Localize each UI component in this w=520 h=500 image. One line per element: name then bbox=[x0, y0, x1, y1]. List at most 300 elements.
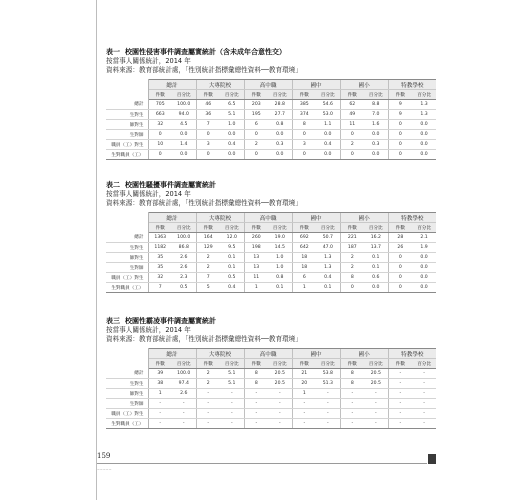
table-cell: 203 bbox=[244, 100, 268, 110]
table-cell: 1182 bbox=[148, 243, 172, 253]
table-cell: 7 bbox=[196, 120, 220, 130]
table-cell: 663 bbox=[148, 110, 172, 120]
column-percent-header: 百分比 bbox=[172, 359, 196, 369]
column-group-header: 國中 bbox=[292, 213, 340, 223]
table-cell: 0.3 bbox=[268, 140, 292, 150]
table-row bbox=[106, 233, 436, 243]
table-cell: 1.3 bbox=[412, 100, 436, 110]
table-cell: 2 bbox=[340, 253, 364, 263]
table-cell: 0.0 bbox=[412, 263, 436, 273]
table-cell: 100.0 bbox=[172, 100, 196, 110]
table-cell: - bbox=[388, 419, 412, 429]
table-cell: 8.8 bbox=[364, 100, 388, 110]
table-cell: - bbox=[388, 399, 412, 409]
table-cell: 86.8 bbox=[172, 243, 196, 253]
row-label: 總計 bbox=[106, 233, 148, 243]
table-cell: 2.1 bbox=[412, 233, 436, 243]
table-cell: 385 bbox=[292, 100, 316, 110]
table-cell: 692 bbox=[292, 233, 316, 243]
table-cell: 705 bbox=[148, 100, 172, 110]
table-cell: 642 bbox=[292, 243, 316, 253]
column-percent-header: 百分比 bbox=[220, 223, 244, 233]
row-label: 生對師 bbox=[106, 263, 148, 273]
table-cell: 16.2 bbox=[364, 233, 388, 243]
column-percent-header: 百分比 bbox=[220, 359, 244, 369]
column-percent-header: 百分比 bbox=[316, 90, 340, 100]
row-label: 生對生 bbox=[106, 379, 148, 389]
table-cell: 374 bbox=[292, 110, 316, 120]
row-label: 師對生 bbox=[106, 120, 148, 130]
table-cell: 0.8 bbox=[268, 120, 292, 130]
table-cell: - bbox=[412, 369, 436, 379]
header-corner-cell bbox=[106, 349, 148, 359]
column-count-header: 件數 bbox=[292, 359, 316, 369]
column-count-header: 件數 bbox=[196, 90, 220, 100]
table-cell: 0.1 bbox=[316, 283, 340, 293]
table-cell: 18 bbox=[292, 263, 316, 273]
table-cell: 0 bbox=[388, 253, 412, 263]
table-cell: - bbox=[148, 419, 172, 429]
table-cell: - bbox=[316, 389, 340, 399]
table-cell: 9.5 bbox=[220, 243, 244, 253]
column-percent-header: 百分比 bbox=[268, 359, 292, 369]
column-percent-header: 百分比 bbox=[364, 90, 388, 100]
table-cell: 260 bbox=[244, 233, 268, 243]
row-label: 生對生 bbox=[106, 243, 148, 253]
table-cell: 47.0 bbox=[316, 243, 340, 253]
column-count-header: 件數 bbox=[244, 90, 268, 100]
table-cell: - bbox=[244, 419, 268, 429]
table-2-source: 資料來源：教育部統計處，「性別統計指標彙總性資料──教育環境」 bbox=[106, 199, 302, 207]
row-label: 職員（工）對生 bbox=[106, 140, 148, 150]
row-label: 生對職員（工） bbox=[106, 419, 148, 429]
table-cell: 35 bbox=[148, 253, 172, 263]
column-percent-header: 百分比 bbox=[412, 359, 436, 369]
table-cell: 0 bbox=[340, 150, 364, 160]
table-cell: 26 bbox=[388, 243, 412, 253]
table-cell: 2.6 bbox=[172, 253, 196, 263]
column-count-header: 件數 bbox=[340, 223, 364, 233]
column-group-header: 大專院校 bbox=[196, 349, 244, 359]
row-label: 生對生 bbox=[106, 110, 148, 120]
table-cell: 38 bbox=[148, 379, 172, 389]
table-cell: 0.0 bbox=[268, 130, 292, 140]
column-count-header: 件數 bbox=[388, 223, 412, 233]
table-cell: 0.4 bbox=[220, 283, 244, 293]
table-cell: 11 bbox=[340, 120, 364, 130]
table-row bbox=[106, 110, 436, 120]
column-count-header: 件數 bbox=[292, 223, 316, 233]
header-corner-cell bbox=[106, 80, 148, 90]
table-cell: - bbox=[220, 419, 244, 429]
table-cell: 0.0 bbox=[364, 150, 388, 160]
column-group-header: 大專院校 bbox=[196, 80, 244, 90]
table-cell: 1 bbox=[148, 389, 172, 399]
table-cell: - bbox=[388, 369, 412, 379]
table-row bbox=[106, 120, 436, 130]
table-cell: 20.5 bbox=[364, 369, 388, 379]
header-row-groups bbox=[106, 349, 436, 359]
table-cell: 0.5 bbox=[220, 273, 244, 283]
table-cell: - bbox=[316, 419, 340, 429]
table-cell: 129 bbox=[196, 243, 220, 253]
column-group-header: 特教學校 bbox=[388, 349, 436, 359]
table-cell: - bbox=[292, 399, 316, 409]
table-cell: - bbox=[412, 399, 436, 409]
table-cell: - bbox=[364, 399, 388, 409]
table-cell: 0.0 bbox=[172, 130, 196, 140]
table-cell: 49 bbox=[340, 110, 364, 120]
table-cell: - bbox=[220, 399, 244, 409]
table-cell: 6 bbox=[292, 273, 316, 283]
table-cell: 0.0 bbox=[364, 130, 388, 140]
table-cell: 2 bbox=[196, 253, 220, 263]
table-cell: 51.3 bbox=[316, 379, 340, 389]
table-cell: - bbox=[412, 419, 436, 429]
column-count-header: 件數 bbox=[244, 359, 268, 369]
table-row bbox=[106, 150, 436, 160]
table-cell: 0 bbox=[388, 150, 412, 160]
row-label: 生對職員（工） bbox=[106, 283, 148, 293]
column-group-header: 特教學校 bbox=[388, 80, 436, 90]
table-cell: 20.5 bbox=[364, 379, 388, 389]
table-cell: 0 bbox=[292, 130, 316, 140]
table-1-source: 資料來源：教育部統計處，「性別統計指標彙總性資料──教育環境」 bbox=[106, 66, 302, 74]
table-cell: - bbox=[316, 409, 340, 419]
table-cell: 1.0 bbox=[220, 120, 244, 130]
column-count-header: 件數 bbox=[244, 223, 268, 233]
table-cell: 8 bbox=[340, 369, 364, 379]
table-cell: - bbox=[292, 409, 316, 419]
column-group-header: 高中職 bbox=[244, 213, 292, 223]
table-cell: - bbox=[196, 389, 220, 399]
table-cell: 2 bbox=[196, 263, 220, 273]
table-cell: - bbox=[172, 419, 196, 429]
table-cell: - bbox=[268, 399, 292, 409]
table-cell: 0.0 bbox=[364, 283, 388, 293]
table-cell: 0 bbox=[244, 130, 268, 140]
table-cell: - bbox=[220, 409, 244, 419]
table-cell: 0.4 bbox=[316, 273, 340, 283]
column-count-header: 件數 bbox=[196, 223, 220, 233]
table-row bbox=[106, 140, 436, 150]
table-cell: 1.1 bbox=[316, 120, 340, 130]
table-cell: 1 bbox=[244, 283, 268, 293]
column-group-header: 總計 bbox=[148, 213, 196, 223]
header-corner-cell bbox=[106, 90, 148, 100]
table-row bbox=[106, 130, 436, 140]
table-cell: 0 bbox=[196, 150, 220, 160]
table-cell: 2 bbox=[340, 263, 364, 273]
column-count-header: 件數 bbox=[388, 90, 412, 100]
table-cell: - bbox=[340, 389, 364, 399]
column-group-header: 高中職 bbox=[244, 349, 292, 359]
table-cell: 2 bbox=[340, 140, 364, 150]
row-label: 總計 bbox=[106, 369, 148, 379]
table-cell: - bbox=[388, 409, 412, 419]
table-cell: 0 bbox=[388, 263, 412, 273]
column-group-header: 國小 bbox=[340, 349, 388, 359]
footer-mark: ~~~~~ bbox=[97, 468, 112, 472]
table-cell: 5 bbox=[196, 283, 220, 293]
column-group-header: 國中 bbox=[292, 349, 340, 359]
column-group-header: 大專院校 bbox=[196, 213, 244, 223]
table-cell: 0.1 bbox=[220, 263, 244, 273]
column-count-header: 件數 bbox=[148, 90, 172, 100]
table-cell: 1.6 bbox=[364, 120, 388, 130]
table-cell: 2 bbox=[196, 369, 220, 379]
table-cell: 1.9 bbox=[412, 243, 436, 253]
table-cell: 0 bbox=[340, 283, 364, 293]
table-cell: - bbox=[292, 419, 316, 429]
table-cell: 1 bbox=[292, 389, 316, 399]
table-row bbox=[106, 273, 436, 283]
table-cell: - bbox=[268, 389, 292, 399]
table-cell: 0 bbox=[196, 130, 220, 140]
column-count-header: 件數 bbox=[388, 359, 412, 369]
table-cell: 0 bbox=[388, 283, 412, 293]
table-2-section bbox=[106, 180, 436, 293]
column-count-header: 件數 bbox=[292, 90, 316, 100]
table-cell: 1.0 bbox=[268, 253, 292, 263]
table-cell: 8 bbox=[292, 120, 316, 130]
table-cell: 3 bbox=[292, 140, 316, 150]
column-percent-header: 百分比 bbox=[268, 90, 292, 100]
table-cell: 0 bbox=[388, 120, 412, 130]
table-cell: 0.0 bbox=[220, 150, 244, 160]
table-row bbox=[106, 379, 436, 389]
column-percent-header: 百分比 bbox=[172, 223, 196, 233]
table-cell: 11 bbox=[244, 273, 268, 283]
table-cell: 53.0 bbox=[316, 110, 340, 120]
table-cell: 12.0 bbox=[220, 233, 244, 243]
table-cell: 0.0 bbox=[412, 253, 436, 263]
table-cell: 8 bbox=[340, 379, 364, 389]
table-1-number: 表一 bbox=[106, 48, 120, 56]
table-cell: 97.4 bbox=[172, 379, 196, 389]
table-cell: - bbox=[148, 409, 172, 419]
table-cell: 1.3 bbox=[412, 110, 436, 120]
table-cell: 28.8 bbox=[268, 100, 292, 110]
table-cell: 13.7 bbox=[364, 243, 388, 253]
column-count-header: 件數 bbox=[196, 359, 220, 369]
table-cell: - bbox=[340, 419, 364, 429]
table-3-subtitle: 按當事人關係統計，2014 年 bbox=[106, 326, 191, 334]
table-2 bbox=[106, 212, 436, 293]
table-row bbox=[106, 283, 436, 293]
row-label: 生對師 bbox=[106, 130, 148, 140]
table-cell: 5.1 bbox=[220, 110, 244, 120]
table-cell: 1363 bbox=[148, 233, 172, 243]
column-group-header: 國中 bbox=[292, 80, 340, 90]
table-cell: 8 bbox=[340, 273, 364, 283]
table-cell: 8 bbox=[244, 379, 268, 389]
header-row-units bbox=[106, 359, 436, 369]
table-cell: - bbox=[268, 419, 292, 429]
row-label: 師對生 bbox=[106, 389, 148, 399]
table-cell: 100.0 bbox=[172, 369, 196, 379]
table-2-title-text: 校園性騷擾事件調查屬實統計 bbox=[125, 181, 216, 189]
row-label: 總計 bbox=[106, 100, 148, 110]
table-cell: - bbox=[220, 389, 244, 399]
table-cell: - bbox=[196, 409, 220, 419]
row-label: 生對師 bbox=[106, 399, 148, 409]
table-cell: 2.6 bbox=[172, 263, 196, 273]
header-row-groups bbox=[106, 80, 436, 90]
table-cell: 20.5 bbox=[268, 369, 292, 379]
column-count-header: 件數 bbox=[148, 359, 172, 369]
table-cell: - bbox=[244, 399, 268, 409]
table-cell: 39 bbox=[148, 369, 172, 379]
table-cell: 0.3 bbox=[364, 140, 388, 150]
table-cell: 19.0 bbox=[268, 233, 292, 243]
table-3-section bbox=[106, 316, 436, 429]
table-cell: 0.0 bbox=[268, 150, 292, 160]
table-cell: 4.5 bbox=[172, 120, 196, 130]
table-cell: 164 bbox=[196, 233, 220, 243]
table-cell: 62 bbox=[340, 100, 364, 110]
table-cell: 0.0 bbox=[412, 150, 436, 160]
table-cell: 0 bbox=[388, 130, 412, 140]
table-cell: 9 bbox=[388, 110, 412, 120]
column-group-header: 總計 bbox=[148, 80, 196, 90]
table-cell: 187 bbox=[340, 243, 364, 253]
table-cell: 0 bbox=[148, 130, 172, 140]
table-cell: 13 bbox=[244, 263, 268, 273]
table-cell: 2 bbox=[196, 379, 220, 389]
table-cell: 6.5 bbox=[220, 100, 244, 110]
table-cell: 221 bbox=[340, 233, 364, 243]
table-cell: 5.1 bbox=[220, 369, 244, 379]
table-cell: - bbox=[412, 389, 436, 399]
column-percent-header: 百分比 bbox=[268, 223, 292, 233]
row-label: 職員（工）對生 bbox=[106, 409, 148, 419]
table-1-section bbox=[106, 47, 436, 160]
footer-rule bbox=[97, 463, 427, 464]
table-3 bbox=[106, 348, 436, 429]
table-cell: 7 bbox=[148, 283, 172, 293]
table-cell: 0.0 bbox=[316, 130, 340, 140]
table-cell: 0.0 bbox=[412, 283, 436, 293]
table-row bbox=[106, 419, 436, 429]
table-cell: 3 bbox=[196, 140, 220, 150]
table-cell: - bbox=[172, 409, 196, 419]
table-1-title bbox=[106, 47, 436, 57]
column-group-header: 總計 bbox=[148, 349, 196, 359]
table-cell: - bbox=[364, 419, 388, 429]
left-margin-rule bbox=[96, 0, 97, 500]
table-cell: 36 bbox=[196, 110, 220, 120]
table-1-title-text: 校園性侵害事件調查屬實統計（含未成年合意性交） bbox=[125, 48, 286, 56]
table-cell: 0.0 bbox=[412, 120, 436, 130]
column-group-header: 國小 bbox=[340, 213, 388, 223]
column-count-header: 件數 bbox=[340, 90, 364, 100]
table-cell: 0.1 bbox=[364, 263, 388, 273]
table-cell: 21 bbox=[292, 369, 316, 379]
table-row bbox=[106, 243, 436, 253]
table-cell: 7.0 bbox=[364, 110, 388, 120]
table-cell: - bbox=[388, 379, 412, 389]
header-row-groups bbox=[106, 213, 436, 223]
table-cell: 50.7 bbox=[316, 233, 340, 243]
footer-tab-bar bbox=[428, 454, 436, 464]
column-percent-header: 百分比 bbox=[172, 90, 196, 100]
table-cell: 32 bbox=[148, 273, 172, 283]
table-cell: 0.0 bbox=[172, 150, 196, 160]
table-cell: 8 bbox=[244, 369, 268, 379]
table-cell: - bbox=[340, 399, 364, 409]
table-cell: - bbox=[196, 419, 220, 429]
table-cell: 100.0 bbox=[172, 233, 196, 243]
table-cell: 20.5 bbox=[268, 379, 292, 389]
table-2-number: 表二 bbox=[106, 181, 120, 189]
table-cell: 0 bbox=[292, 150, 316, 160]
table-cell: 0 bbox=[340, 130, 364, 140]
table-3-number: 表三 bbox=[106, 317, 120, 325]
table-cell: 0 bbox=[148, 150, 172, 160]
table-2-subtitle: 按當事人關係統計，2014 年 bbox=[106, 190, 191, 198]
table-cell: 0.1 bbox=[364, 253, 388, 263]
table-cell: 54.6 bbox=[316, 100, 340, 110]
table-cell: - bbox=[412, 379, 436, 389]
table-cell: 2.6 bbox=[172, 389, 196, 399]
table-cell: 13 bbox=[244, 253, 268, 263]
table-cell: - bbox=[268, 409, 292, 419]
table-cell: - bbox=[172, 399, 196, 409]
table-cell: 0.0 bbox=[316, 150, 340, 160]
table-cell: 27.7 bbox=[268, 110, 292, 120]
header-corner-cell bbox=[106, 223, 148, 233]
table-cell: 9 bbox=[388, 100, 412, 110]
table-cell: 0 bbox=[388, 273, 412, 283]
table-cell: 10 bbox=[148, 140, 172, 150]
row-label: 師對生 bbox=[106, 253, 148, 263]
table-cell: - bbox=[316, 399, 340, 409]
table-cell: 0 bbox=[244, 150, 268, 160]
table-cell: 0.6 bbox=[364, 273, 388, 283]
table-cell: 0.0 bbox=[412, 130, 436, 140]
table-cell: 2.3 bbox=[172, 273, 196, 283]
table-cell: 18 bbox=[292, 253, 316, 263]
table-cell: - bbox=[244, 409, 268, 419]
table-cell: 35 bbox=[148, 263, 172, 273]
page-number: 159 bbox=[97, 452, 111, 460]
header-row-units bbox=[106, 223, 436, 233]
table-cell: 14.5 bbox=[268, 243, 292, 253]
column-percent-header: 百分比 bbox=[316, 359, 340, 369]
column-count-header: 件數 bbox=[340, 359, 364, 369]
table-cell: 0.1 bbox=[268, 283, 292, 293]
table-3-title bbox=[106, 316, 436, 326]
table-cell: 1.3 bbox=[316, 253, 340, 263]
table-cell: 1 bbox=[292, 283, 316, 293]
table-cell: 1.3 bbox=[316, 263, 340, 273]
table-row bbox=[106, 263, 436, 273]
column-percent-header: 百分比 bbox=[316, 223, 340, 233]
column-percent-header: 百分比 bbox=[220, 90, 244, 100]
column-percent-header: 百分比 bbox=[412, 223, 436, 233]
table-cell: 94.0 bbox=[172, 110, 196, 120]
table-3-title-text: 校園性霸凌事件調查屬實統計 bbox=[125, 317, 216, 325]
table-cell: 53.8 bbox=[316, 369, 340, 379]
table-cell: - bbox=[364, 389, 388, 399]
row-label: 生對職員（工） bbox=[106, 150, 148, 160]
table-row bbox=[106, 369, 436, 379]
table-cell: 0.0 bbox=[412, 140, 436, 150]
header-row-units bbox=[106, 90, 436, 100]
table-cell: - bbox=[148, 399, 172, 409]
table-1 bbox=[106, 79, 436, 160]
